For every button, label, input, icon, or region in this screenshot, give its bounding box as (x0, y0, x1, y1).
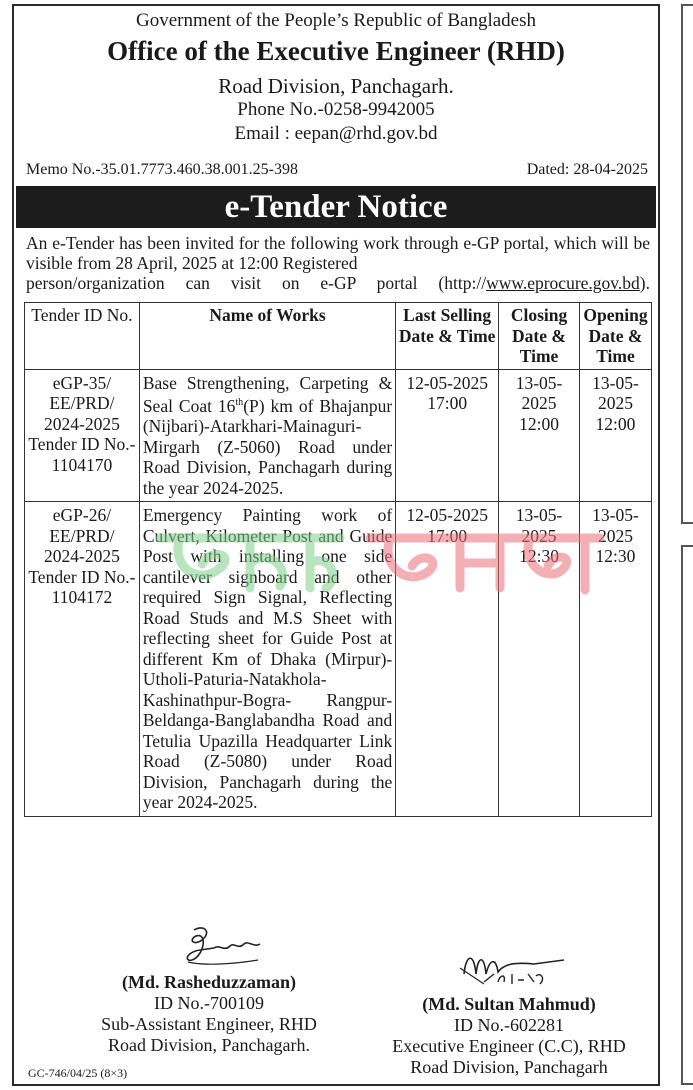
table-row (25, 502, 652, 817)
table-header-row (25, 303, 652, 370)
signatory-2-designation: Executive Engineer (C.C), RHD (392, 1036, 626, 1056)
last-selling-cell: 12-05-2025 17:00 (396, 502, 499, 817)
header-opening: Opening Date & Time (579, 303, 651, 370)
work-text-a: Base Strengthening, Carpeting & Seal Coat 16 (142, 372, 393, 416)
work-description-cell (139, 369, 395, 502)
intro-line-1: An e-Tender has been invited for the following work through e-GP portal, which will be visible from 28 April, 2025 at 12:00 Registered (26, 233, 650, 273)
signatory-1-id: ID No.-700109 (154, 993, 264, 1013)
closing-cell: 13-05-2025 12:00 (499, 369, 580, 502)
portal-link[interactable]: www.eprocure.gov.bd (486, 273, 640, 293)
table-row (25, 369, 652, 502)
tender-notice (12, 4, 660, 1086)
footer-code: GC-746/04/25 (8×3) (28, 1066, 128, 1080)
signatory-2-name: (Md. Sultan Mahmud) (422, 994, 596, 1014)
signatory-1 (64, 972, 354, 1056)
opening-cell: 13-05-2025 12:00 (579, 369, 651, 502)
adjacent-column-bottom (681, 545, 693, 1085)
opening-cell: 13-05-2025 12:30 (579, 502, 651, 817)
closing-cell: 13-05-2025 12:30 (499, 502, 580, 817)
intro-paragraph (26, 233, 650, 293)
signatory-1-office: Road Division, Panchagarh. (108, 1035, 310, 1055)
intro-line-2-start: person/organization can visit on e-GP portal (http:// (26, 273, 487, 293)
memo-date: Dated: 28-04-2025 (526, 161, 648, 178)
office-title: Office of the Executive Engineer (RHD) (107, 36, 565, 66)
work-text-b: (P) km of Bhajanpur (Nijbari)-Atarkhari-Mainaguri-Mirgarh (Z-5060) Road under Road Division, Panchagarh during the year 2024-2025. (142, 395, 393, 498)
work-superscript: th (235, 397, 244, 408)
header-name-of-works: Name of Works (139, 303, 395, 370)
signatory-2-id: ID No.-602281 (454, 1015, 564, 1035)
tender-id-cell: eGP-26/ EE/PRD/ 2024-2025 Tender ID No.- 1104172 (25, 502, 140, 817)
tender-id-cell: eGP-35/ EE/PRD/ 2024-2025 Tender ID No.- 1104170 (25, 369, 140, 502)
header-tender-id: Tender ID No. (25, 303, 140, 370)
notice-title-banner: e-Tender Notice (16, 186, 656, 228)
government-line: Government of the People’s Republic of Bangladesh (136, 10, 536, 31)
phone-line: Phone No.-0258-9942005 (237, 99, 435, 120)
work-description-cell: Emergency Painting work of Culvert, Kilometer Post and Guide Post with installing one side cantilever signboard and other required Sign Signal, Reflecting Road Studs and M.S Sheet with reflecting sheet for Guide Post at different Km of Dhaka (Mirpur)-Utholi-Paturia-Natakhola-Kashinathpur-Bogra- Rangpur-Beldanga-Banglabandha Road and Tetulia Upazilla Headquarter Link Road (Z-5080) under Road Division, Panchagarh during the year 2024-2025. (139, 502, 395, 817)
signatory-2 (369, 994, 649, 1078)
signature-2-handwriting (454, 944, 584, 992)
header-closing: Closing Date & Time (499, 303, 580, 370)
signatory-2-office: Road Division, Panchagarh (410, 1057, 608, 1077)
tender-table (24, 302, 652, 817)
intro-line-2 (26, 273, 650, 293)
signatory-1-name: (Md. Rasheduzzaman) (122, 972, 296, 992)
memo-number: Memo No.-35.01.7773.460.38.001.25-398 (26, 161, 298, 178)
signature-1-handwriting (174, 922, 264, 968)
email-line: Email : eepan@rhd.gov.bd (234, 123, 438, 144)
adjacent-column-top (681, 4, 693, 524)
division-line: Road Division, Panchagarh. (218, 74, 454, 98)
header-last-selling: Last Selling Date & Time (396, 303, 499, 370)
last-selling-cell: 12-05-2025 17:00 (396, 369, 499, 502)
signatory-1-designation: Sub-Assistant Engineer, RHD (101, 1014, 317, 1034)
intro-line-2-end: ). (639, 273, 650, 293)
